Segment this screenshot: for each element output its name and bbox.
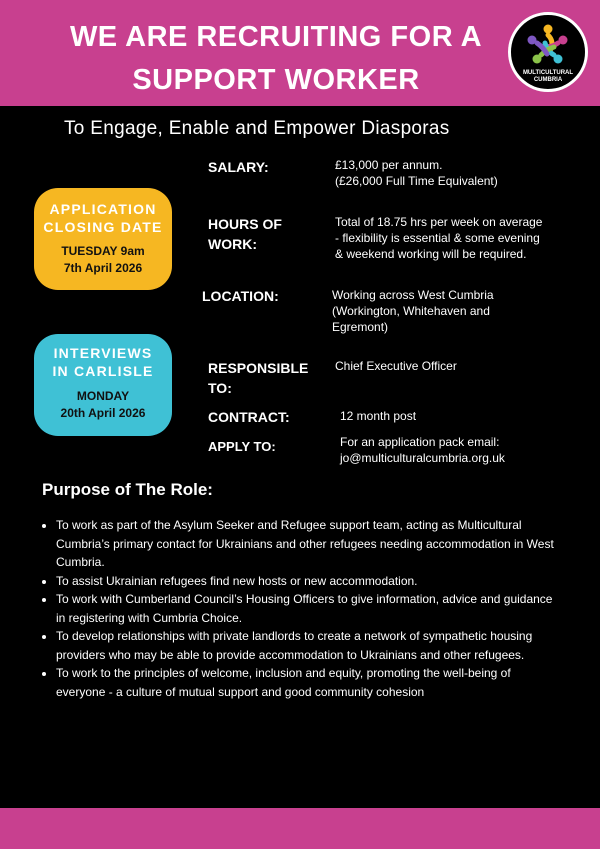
page-title: WE ARE RECRUITING FOR A SUPPORT WORKER [69,21,483,96]
location-value: Working across West Cumbria (Workington, Whitehaven and Egremont) [332,288,494,334]
interview-heading: INTERVIEWS IN CARLISLE [52,345,154,379]
responsible-label: RESPONSIBLE TO: [208,360,309,396]
list-item: To assist Ukrainian refugees find new hosts or new accommodation. [40,572,560,591]
purpose-list [40,516,560,701]
salary-value: £13,000 per annum. (£26,000 Full Time Equivalent) [335,158,498,188]
apply-value: For an application pack email: jo@multiculturalcumbria.org.uk [340,435,505,465]
interview-date-value: MONDAY 20th April 2026 [60,389,146,420]
closing-date-badge [34,188,172,290]
hours-value: Total of 18.75 hrs per week on average - flexibility is essential & some evening & weekend working will be required. [335,215,543,261]
list-item: To work to the principles of welcome, inclusion and equity, promoting the well-being of everyone - a culture of mutual support and good community cohesion [40,664,560,701]
purpose-heading: Purpose of The Role: [42,480,213,499]
star-people-icon [527,23,569,67]
header-banner [0,0,600,106]
multicultural-cumbria-logo [508,12,588,92]
list-item: To work with Cumberland Council’s Housing Officers to give information, advice and guidance in registering with Cumbria Choice. [40,590,560,627]
hours-label: HOURS OF WORK: [208,216,282,252]
logo-text: MULTICULTURAL CUMBRIA [522,70,574,83]
footer-banner [0,808,600,849]
tagline: To Engage, Enable and Empower Diasporas [64,118,450,139]
closing-date-value: TUESDAY 9am 7th April 2026 [61,244,145,275]
list-item: To work as part of the Asylum Seeker and Refugee support team, acting as Multicultural Cumbria’s primary contact for Ukrainians and other refugees needing accommodation in West Cumbria. [40,516,560,572]
closing-date-heading: APPLICATION CLOSING DATE [43,201,163,235]
contract-value: 12 month post [340,409,417,423]
location-label: LOCATION: [202,288,279,304]
salary-label: SALARY: [208,159,269,175]
interview-date-badge [34,334,172,436]
apply-label: APPLY TO: [208,439,276,454]
list-item: To develop relationships with private landlords to create a network of sympathetic housing providers who may be able to provide accommodation to Ukrainians and other refugees. [40,627,560,664]
contract-label: CONTRACT: [208,409,290,425]
responsible-value: Chief Executive Officer [335,359,457,373]
